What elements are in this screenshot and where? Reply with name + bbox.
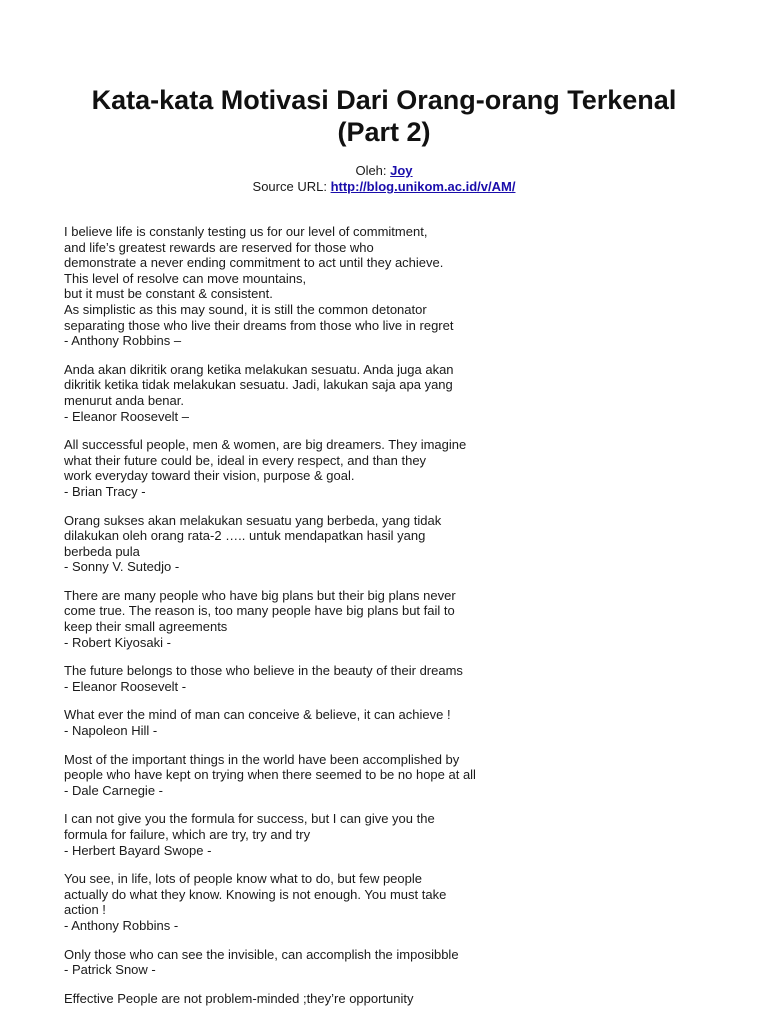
quote-block xyxy=(64,362,744,424)
quote-text-line: actually do what they know. Knowing is not enough. You must take xyxy=(64,886,447,902)
quote-text-line: This level of resolve can move mountains, xyxy=(64,270,307,286)
author-label: Oleh: xyxy=(355,163,391,178)
source-url-link[interactable]: http://blog.unikom.ac.id/v/AM/ xyxy=(330,179,516,194)
quote-author: - Robert Kiyosaki - xyxy=(64,634,171,650)
quote-block xyxy=(64,224,744,349)
quote-author: - Anthony Robbins - xyxy=(64,917,179,933)
source-label: Source URL: xyxy=(252,179,331,194)
quote-text-line: All successful people, men & women, are big dreamers. They imagine xyxy=(64,437,467,453)
quote-text-line: come true. The reason is, too many people have big plans but fail to xyxy=(64,603,455,619)
quote-text-line: formula for failure, which are try, try and try xyxy=(64,827,311,842)
source-line xyxy=(40,179,728,195)
quote-text-line: The future belongs to those who believe in the beauty of their dreams xyxy=(64,663,463,679)
quote-text-line: work everyday toward their vision, purpose & goal. xyxy=(64,468,355,484)
quote-text-line: As simplistic as this may sound, it is still the common detonator xyxy=(64,301,427,317)
quote-text-line: I believe life is constanly testing us for our level of commitment, xyxy=(64,224,428,239)
quote-block xyxy=(64,663,744,694)
quote-text-line: people who have kept on trying when there seemed to be no hope at all xyxy=(64,767,476,783)
quote-text-line: demonstrate a never ending commitment to act until they achieve. xyxy=(64,255,444,271)
quote-author: - Brian Tracy - xyxy=(64,483,146,499)
quote-text-line: what their future could be, ideal in every respect, and than they xyxy=(64,452,427,468)
quote-block xyxy=(64,707,744,738)
author-line xyxy=(40,163,728,179)
quote-text-line: separating those who live their dreams from those who live in regret xyxy=(64,317,454,333)
title-line-1: Kata-kata Motivasi Dari Orang-orang Terkenal xyxy=(91,85,677,115)
quote-block xyxy=(64,991,744,1007)
quote-text-line: berbeda pula xyxy=(64,543,140,559)
quote-block xyxy=(64,437,744,499)
quote-text-line: dilakukan oleh orang rata-2 ….. untuk mendapatkan hasil yang xyxy=(64,528,426,544)
quote-text-line: Orang sukses akan melakukan sesuatu yang berbeda, yang tidak xyxy=(64,512,442,528)
quote-text-line: There are many people who have big plans but their big plans never xyxy=(64,587,456,603)
quote-block xyxy=(64,513,744,575)
quote-text-line: I can not give you the formula for success, but I can give you the xyxy=(64,811,435,827)
quote-block xyxy=(64,811,744,858)
quote-block xyxy=(64,871,744,933)
quote-block xyxy=(64,947,744,978)
quote-text-line: menurut anda benar. xyxy=(64,392,184,408)
quote-block xyxy=(64,752,744,799)
quote-author: - Herbert Bayard Swope - xyxy=(64,842,212,858)
quote-block xyxy=(64,588,744,650)
quote-text-line: but it must be constant & consistent. xyxy=(64,286,273,302)
quote-author: - Anthony Robbins – xyxy=(64,333,182,349)
quote-text-line: keep their small agreements xyxy=(64,619,228,635)
quote-text-line: Anda akan dikritik orang ketika melakukan sesuatu. Anda juga akan xyxy=(64,361,454,377)
author-link[interactable]: Joy xyxy=(390,163,413,178)
quote-author: - Eleanor Roosevelt – xyxy=(64,408,190,424)
document-meta xyxy=(40,163,728,195)
quote-text-line: What ever the mind of man can conceive & believe, it can achieve ! xyxy=(64,707,451,723)
quote-text-line: Most of the important things in the world have been accomplished by xyxy=(64,751,460,767)
quote-author: - Dale Carnegie - xyxy=(64,782,163,798)
quote-text-line: and life’s greatest rewards are reserved for those who xyxy=(64,239,374,255)
quote-text-line: dikritik ketika tidak melakukan sesuatu. Jadi, lakukan saja apa yang xyxy=(64,377,453,393)
quote-list xyxy=(64,224,744,1019)
quote-author: - Patrick Snow - xyxy=(64,962,156,978)
quote-text-line: action ! xyxy=(64,902,106,918)
quote-author: - Eleanor Roosevelt - xyxy=(64,678,187,694)
title-line-2: (Part 2) xyxy=(337,117,431,147)
quote-text-line: Only those who can see the invisible, can accomplish the imposibble xyxy=(64,946,459,962)
quote-text-line: You see, in life, lots of people know what to do, but few people xyxy=(64,871,422,887)
quote-text-line: Effective People are not problem-minded ;they’re opportunity xyxy=(64,990,414,1006)
quote-author: - Napoleon Hill - xyxy=(64,723,158,739)
quote-author: - Sonny V. Sutedjo - xyxy=(64,559,180,575)
document-title xyxy=(40,84,728,148)
